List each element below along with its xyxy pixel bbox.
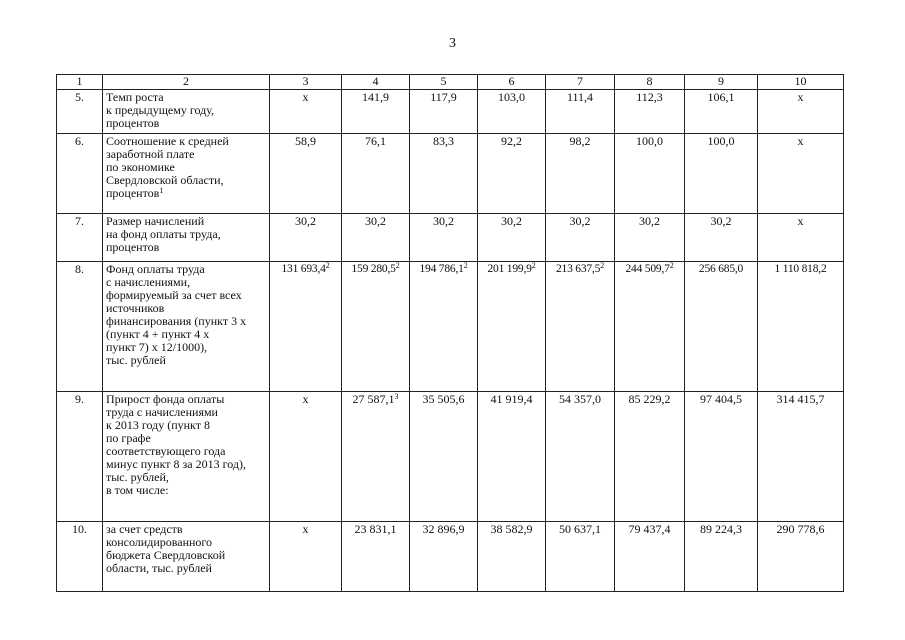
header-cell: 8 — [615, 75, 685, 90]
value-cell: 111,4 — [546, 90, 615, 134]
header-cell: 7 — [546, 75, 615, 90]
row-description: Соотношение к средней заработной плате по экономике Свердловской области, процентов$^1$ — [103, 134, 270, 214]
value-cell: 83,3 — [410, 134, 478, 214]
header-cell: 10 — [758, 75, 844, 90]
value-cell: 159 280,5$^2$ — [342, 262, 410, 392]
row-description: Фонд оплаты труда с начислениями, формируемый за счет всех источников финансирования (пункт 3 х (пункт 4 + пункт 4 х пункт 7) х 12/1000), тыс. рублей — [103, 262, 270, 392]
row-description: за счет средств консолидированного бюджета Свердловской области, тыс. рублей — [103, 522, 270, 592]
header-cell: 6 — [478, 75, 546, 90]
value-cell: 314 415,7 — [758, 392, 844, 522]
value-cell: 85 229,2 — [615, 392, 685, 522]
value-cell: х — [758, 134, 844, 214]
value-cell: 30,2 — [410, 214, 478, 262]
header-cell: 4 — [342, 75, 410, 90]
header-cell: 9 — [685, 75, 758, 90]
table-row — [57, 262, 844, 392]
value-cell: х — [758, 214, 844, 262]
table-row — [57, 90, 844, 134]
header-cell: 1 — [57, 75, 103, 90]
value-cell: 98,2 — [546, 134, 615, 214]
value-cell: 141,9 — [342, 90, 410, 134]
table-row — [57, 522, 844, 592]
header-row — [57, 75, 844, 90]
value-cell: 213 637,5$^2$ — [546, 262, 615, 392]
value-cell: 58,9 — [270, 134, 342, 214]
value-cell: 100,0 — [685, 134, 758, 214]
row-description: Размер начислений на фонд оплаты труда, процентов — [103, 214, 270, 262]
value-cell: 194 786,1$^2$ — [410, 262, 478, 392]
value-cell: 106,1 — [685, 90, 758, 134]
value-cell: 244 509,7$^2$ — [615, 262, 685, 392]
value-cell: 79 437,4 — [615, 522, 685, 592]
value-cell: 103,0 — [478, 90, 546, 134]
value-cell: 54 357,0 — [546, 392, 615, 522]
table-row — [57, 214, 844, 262]
value-cell: 30,2 — [615, 214, 685, 262]
value-cell: 32 896,9 — [410, 522, 478, 592]
value-cell: 112,3 — [615, 90, 685, 134]
value-cell: 201 199,9$^2$ — [478, 262, 546, 392]
value-cell: 30,2 — [478, 214, 546, 262]
value-cell: х — [758, 90, 844, 134]
value-cell: 92,2 — [478, 134, 546, 214]
value-cell: 35 505,6 — [410, 392, 478, 522]
value-cell: 89 224,3 — [685, 522, 758, 592]
value-cell: 38 582,9 — [478, 522, 546, 592]
row-number: 9. — [57, 392, 103, 522]
value-cell: 256 685,0 — [685, 262, 758, 392]
value-cell: 30,2 — [546, 214, 615, 262]
row-description: Прирост фонда оплаты труда с начислениями к 2013 году (пункт 8 по графе соответствующего года минус пункт 8 за 2013 год), тыс. рублей, в том числе: — [103, 392, 270, 522]
value-cell: х — [270, 522, 342, 592]
header-cell: 5 — [410, 75, 478, 90]
value-cell: х — [270, 392, 342, 522]
data-table — [56, 74, 844, 592]
header-cell: 3 — [270, 75, 342, 90]
page-number: 3 — [449, 36, 456, 51]
value-cell: 117,9 — [410, 90, 478, 134]
value-cell: 30,2 — [270, 214, 342, 262]
value-cell: 50 637,1 — [546, 522, 615, 592]
row-description: Темп роста к предыдущему году, процентов — [103, 90, 270, 134]
value-cell: 41 919,4 — [478, 392, 546, 522]
value-cell: 97 404,5 — [685, 392, 758, 522]
value-cell: 131 693,4$^2$ — [270, 262, 342, 392]
value-cell: х — [270, 90, 342, 134]
row-number: 5. — [57, 90, 103, 134]
value-cell: 30,2 — [342, 214, 410, 262]
row-number: 6. — [57, 134, 103, 214]
value-cell: 23 831,1 — [342, 522, 410, 592]
value-cell: 100,0 — [615, 134, 685, 214]
value-cell: 1 110 818,2 — [758, 262, 844, 392]
value-cell: 76,1 — [342, 134, 410, 214]
row-number: 10. — [57, 522, 103, 592]
value-cell: 290 778,6 — [758, 522, 844, 592]
header-cell: 2 — [103, 75, 270, 90]
row-number: 7. — [57, 214, 103, 262]
value-cell: 30,2 — [685, 214, 758, 262]
value-cell: 27 587,1$^3$ — [342, 392, 410, 522]
table-row — [57, 134, 844, 214]
row-number: 8. — [57, 262, 103, 392]
table-row — [57, 392, 844, 522]
